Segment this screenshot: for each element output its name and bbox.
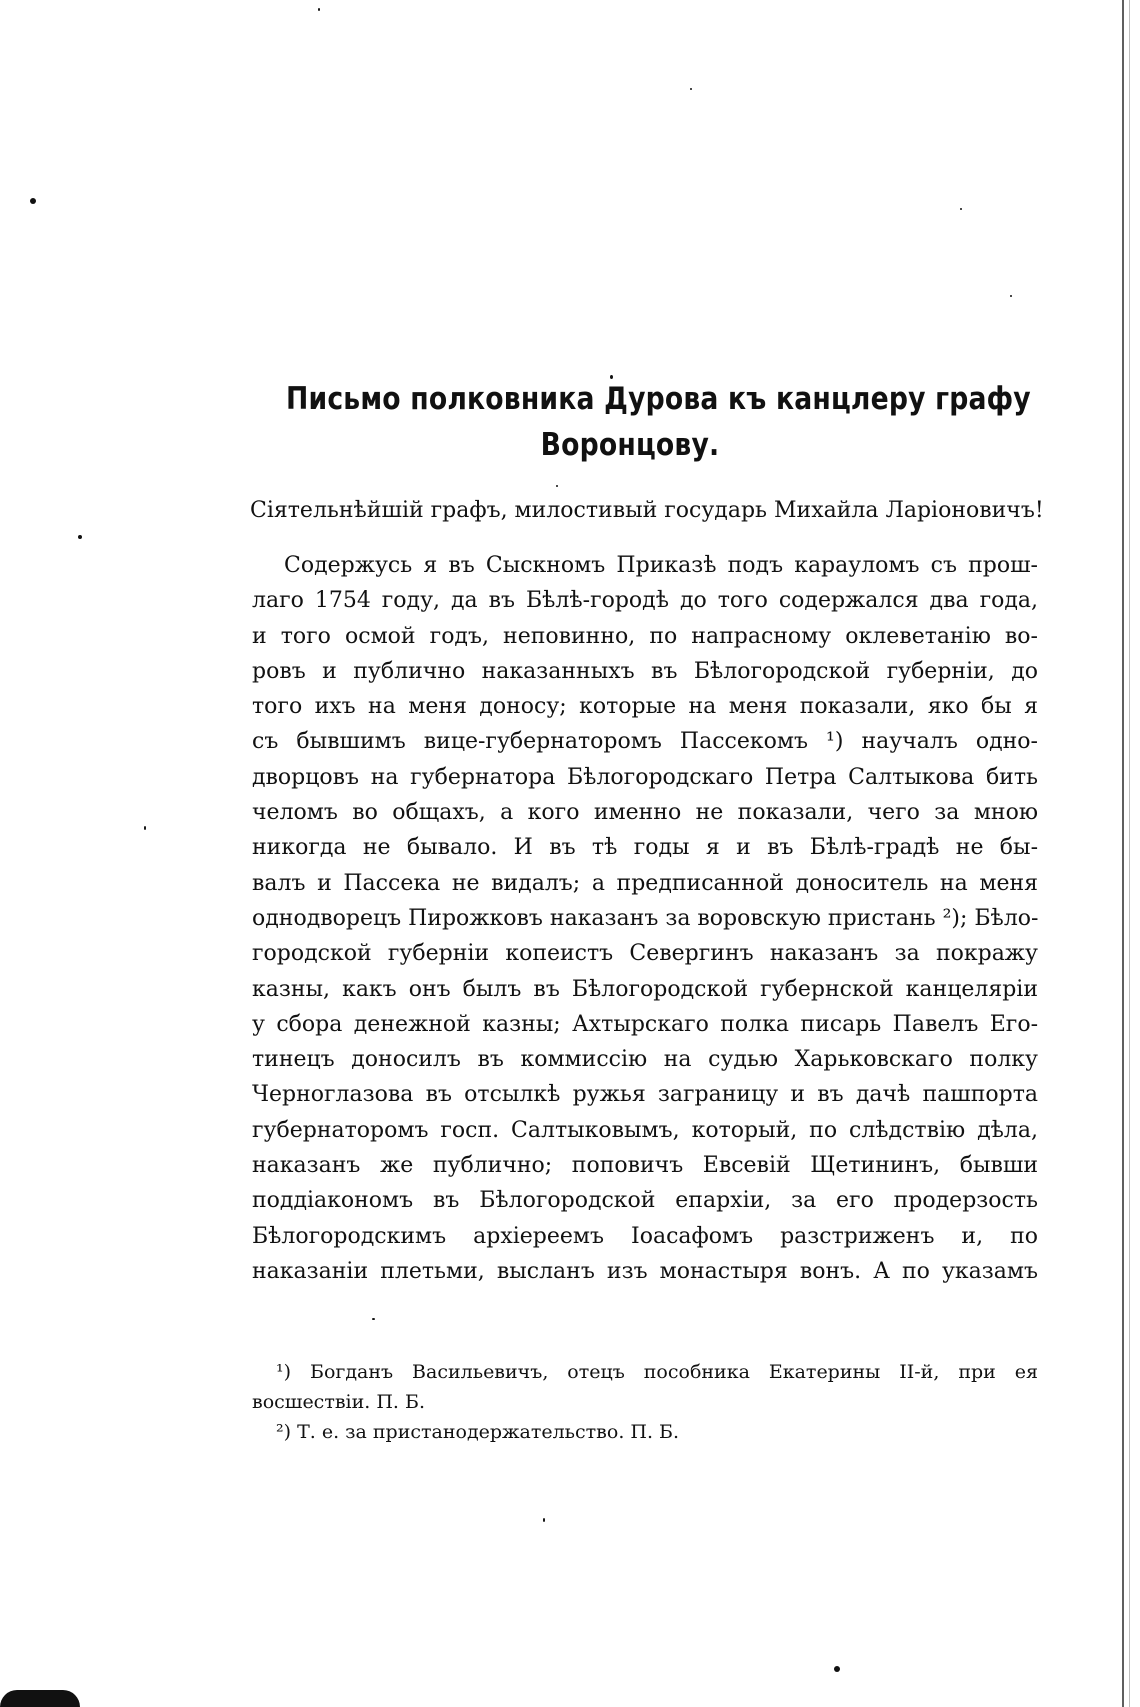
body-line: у сбора денежной казны; Ахтырскаго полка писарь Павелъ Его-: [252, 1011, 1038, 1037]
scan-speck: [543, 1518, 545, 1522]
body-line: лаго 1754 году, да въ Бѣлѣ-городѣ до того содержался два года,: [252, 588, 1038, 614]
scan-blot: [0, 1690, 80, 1707]
body-line: никогда не бывало. И въ тѣ годы я и въ Бѣлѣ-градѣ не бы-: [252, 835, 1038, 861]
salutation: Сіятельнѣйшій графъ, милостивый государь Михайла Ларіоновичъ!: [250, 498, 1044, 523]
scan-speck: [30, 198, 36, 204]
body-line: валъ и Пассека не видалъ; а предписанной доноситель на меня: [252, 870, 1038, 896]
footnote-1-line-1: ¹) Богданъ Васильевичъ, отецъ пособника Екатерины II-й, при ея: [276, 1361, 1038, 1383]
scan-speck: [610, 375, 613, 379]
body-line: городской губерніи копеистъ Севергинъ наказанъ за покражу: [252, 941, 1038, 967]
footnote-1-line-2: восшествіи. П. Б.: [252, 1391, 426, 1413]
body-line: того ихъ на меня доносу; которые на меня показали, яко бы я: [252, 694, 1038, 720]
scan-speck: [78, 535, 82, 539]
body-line: губернаторомъ госп. Салтыковымъ, который, по слѣдствію дѣла,: [252, 1117, 1038, 1143]
scan-speck: [318, 8, 320, 11]
body-line: и того осмой годъ, неповинно, по напрасному оклеветанію во-: [252, 623, 1038, 649]
letter-title-line-2: Воронцову.: [540, 427, 720, 463]
scan-speck: [144, 826, 146, 830]
letter-title: [286, 376, 1031, 468]
scan-speck: [556, 485, 558, 487]
body-line: съ бывшимъ вице-губернаторомъ Пассекомъ ¹) научалъ одно-: [252, 729, 1038, 755]
body-line: ровъ и публично наказанныхъ въ Бѣлогородской губерніи, до: [252, 658, 1038, 684]
body-line: наказанъ же публично; поповичъ Евсевій Щетининъ, бывши: [252, 1153, 1038, 1179]
letter-title-line-1: Письмо полковника Дурова къ канцлеру графу: [286, 381, 1031, 417]
body-line: Бѣлогородскимъ архіереемъ Іоасафомъ разстриженъ и, по: [252, 1223, 1038, 1249]
footnote-2: ²) Т. е. за пристанодержательство. П. Б.: [276, 1421, 680, 1443]
scan-speck: [960, 208, 962, 210]
body-line: наказаніи плетьми, высланъ изъ монастыря вонъ. А по указамъ: [252, 1258, 1038, 1284]
body-line: Содержусь я въ Сыскномъ Приказѣ подъ карауломъ съ прош-: [284, 553, 1038, 578]
body-line: тинецъ доносилъ въ коммиссію на судью Харьковскаго полку: [252, 1047, 1038, 1073]
scan-speck: [834, 1666, 840, 1672]
body-line: челомъ во общахъ, а кого именно не показали, чего за мною: [252, 800, 1038, 826]
body-line: Черноглазова въ отсылкѣ ружья заграницу и въ дачѣ пашпорта: [252, 1082, 1038, 1108]
page-edge-line-secondary: [1129, 0, 1130, 1707]
footnotes: [252, 1357, 1038, 1447]
scan-speck: [372, 1318, 375, 1320]
body-line: дворцовъ на губернатора Бѣлогородскаго Петра Салтыкова бить: [252, 764, 1038, 790]
scan-speck: [1010, 295, 1012, 297]
scan-speck: [690, 88, 692, 90]
body-line: однодворецъ Пирожковъ наказанъ за воровскую пристань ²); Бѣло-: [252, 905, 1039, 931]
page-edge-line: [1122, 0, 1124, 1707]
body-line: поддіакономъ въ Бѣлогородской епархіи, за его продерзость: [252, 1188, 1038, 1214]
body-line: казны, какъ онъ былъ въ Бѣлогородской губернской канцеляріи: [252, 976, 1038, 1002]
letter-body: [252, 548, 1038, 1289]
